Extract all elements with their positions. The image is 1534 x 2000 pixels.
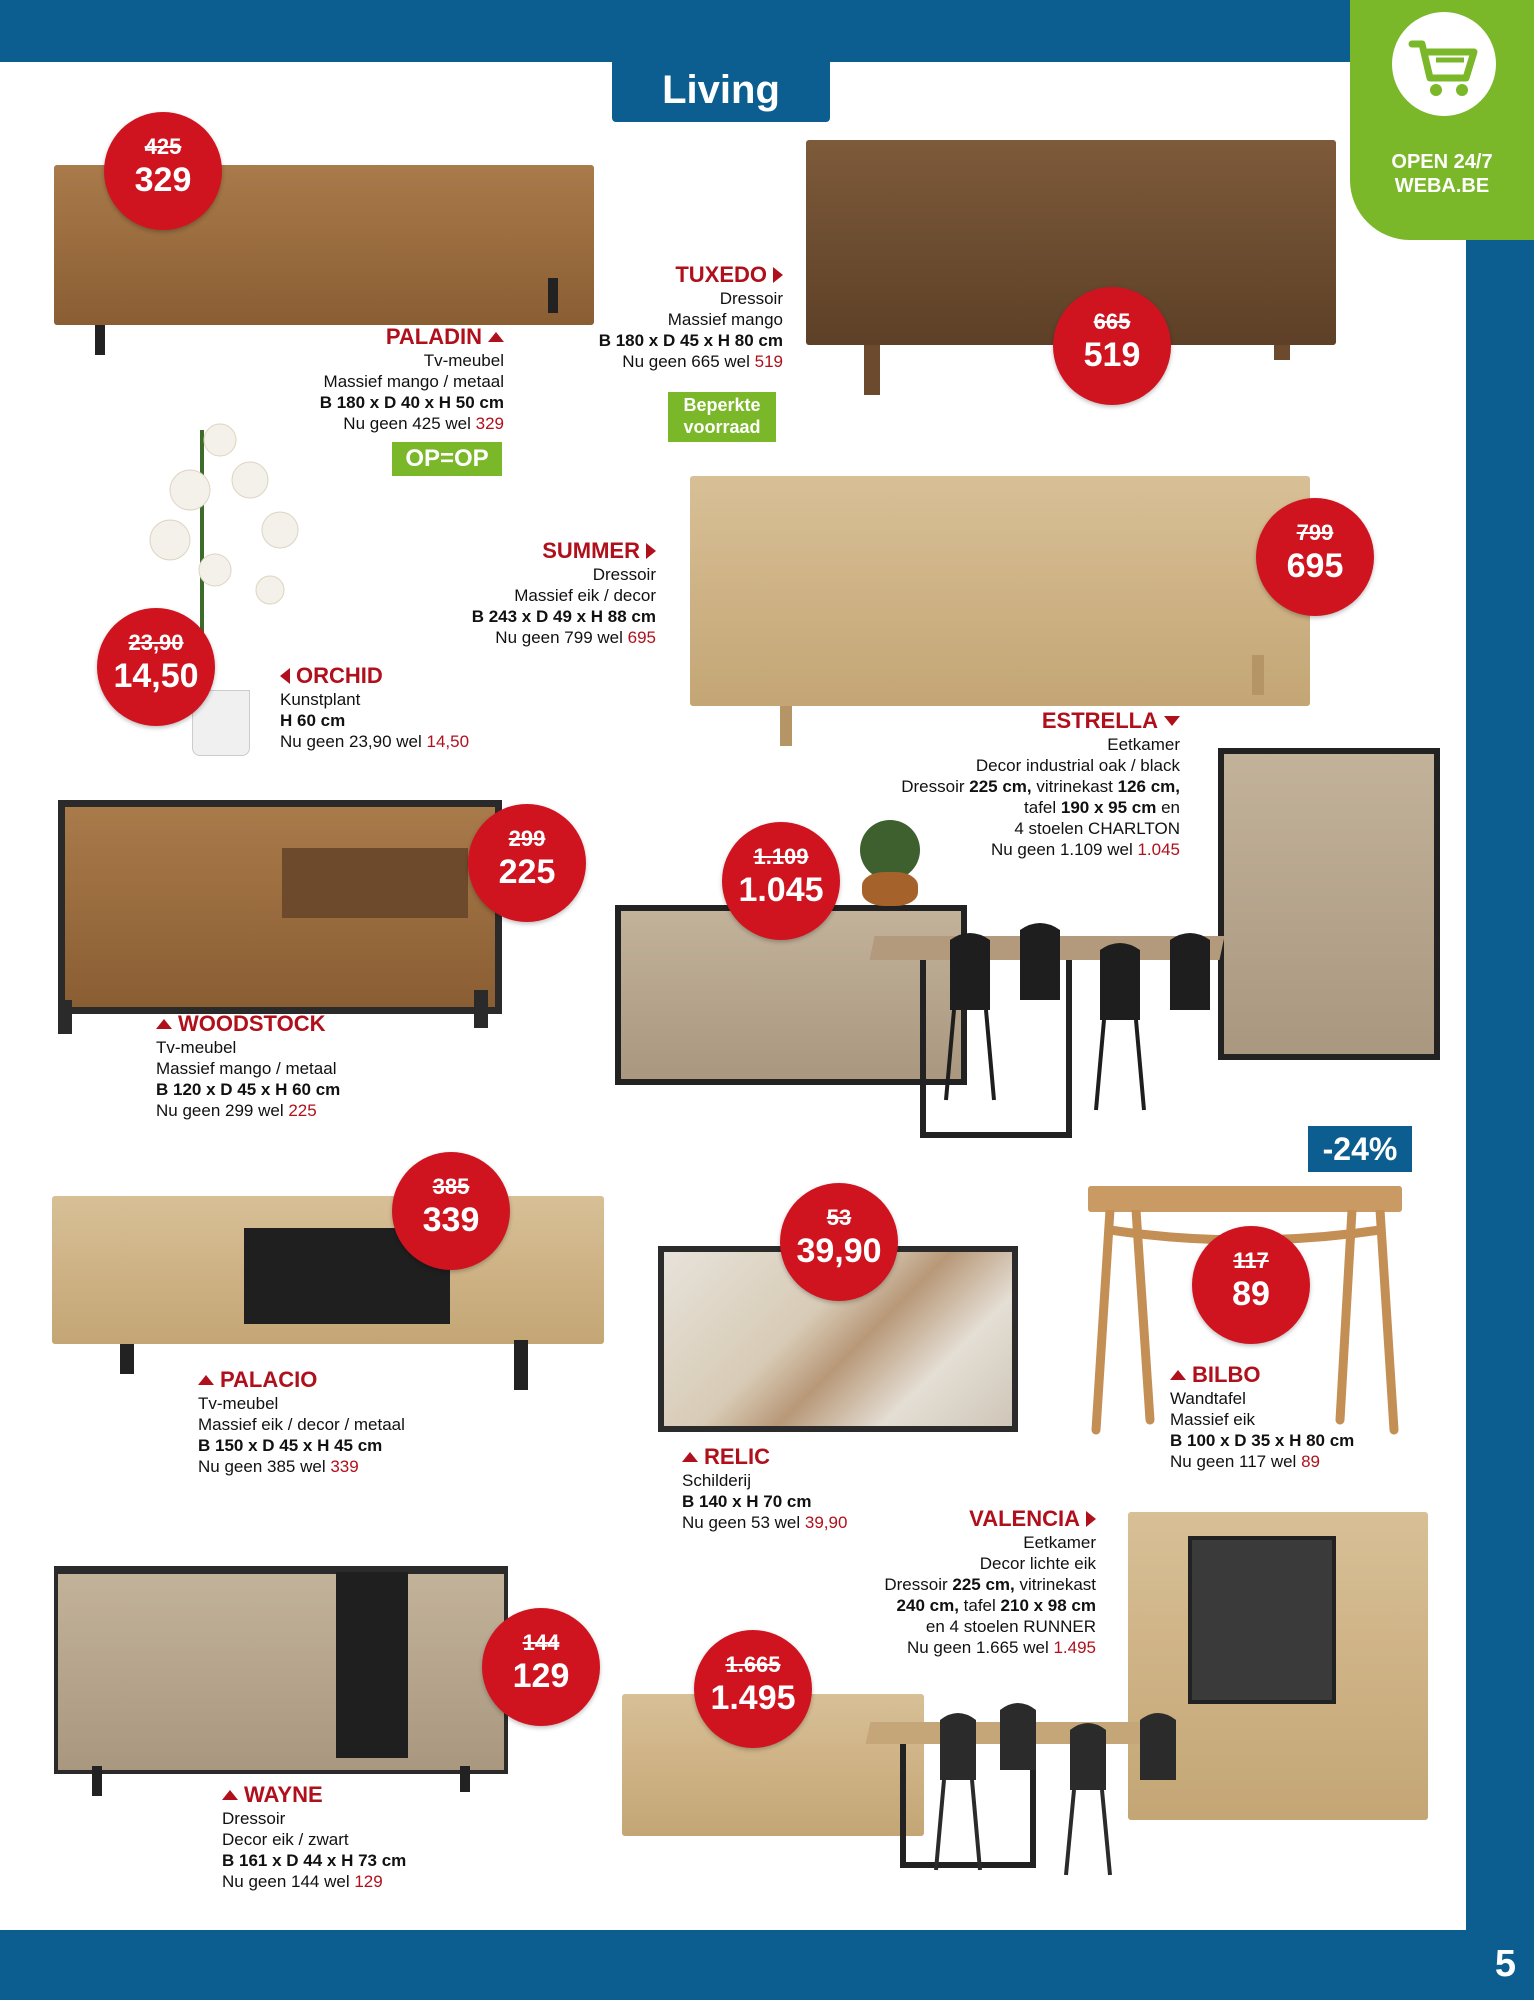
arrow-right-icon	[773, 267, 783, 283]
wayne-leg	[92, 1766, 102, 1796]
product-type: Dressoir	[222, 1809, 286, 1828]
product-dims: B 140 x H 70 cm	[682, 1492, 812, 1511]
limited-stock-tag: Beperkte voorraad	[668, 392, 776, 442]
paladin-info	[250, 324, 504, 434]
arrow-up-icon	[222, 1790, 238, 1800]
woodstock-shelf	[282, 848, 468, 918]
woodstock-leg	[474, 990, 488, 1028]
product-material: Decor eik / zwart	[222, 1830, 349, 1849]
arrow-left-icon	[280, 668, 290, 684]
price-old: 425	[144, 134, 182, 159]
product-type: Kunstplant	[280, 690, 361, 709]
price-old: 299	[508, 826, 546, 851]
relic-price-badge	[780, 1183, 898, 1301]
price-old: 1.109	[753, 844, 809, 869]
plant-decor	[860, 820, 920, 880]
shop-badge-line2: WEBA.BE	[1394, 175, 1490, 197]
product-price-text: Nu geen 144 wel 129	[222, 1872, 383, 1891]
product-type: Wandtafel	[1170, 1389, 1246, 1408]
tuxedo-info	[560, 262, 783, 372]
product-type: Tv-meubel	[156, 1038, 237, 1057]
bilbo-price-badge	[1192, 1226, 1310, 1344]
product-material: Massief mango	[667, 310, 783, 329]
product-spec-line3: 4 stoelen CHARLTON	[1014, 819, 1180, 838]
arrow-up-icon	[156, 1019, 172, 1029]
orchid-info	[280, 663, 500, 752]
product-price-text: Nu geen 665 wel 519	[622, 352, 783, 371]
top-bar	[0, 0, 1534, 62]
product-material: Decor lichte eik	[979, 1554, 1096, 1573]
product-dims: B 150 x D 45 x H 45 cm	[198, 1436, 383, 1455]
product-price-text: Nu geen 385 wel 339	[198, 1457, 359, 1476]
product-spec-line3: en 4 stoelen RUNNER	[925, 1617, 1096, 1636]
op-op-tag: OP=OP	[392, 442, 502, 476]
palacio-price-badge	[392, 1152, 510, 1270]
product-name[interactable]: PALADIN	[386, 324, 504, 350]
page-number: 5	[1494, 1943, 1516, 1985]
summer-image	[690, 476, 1310, 706]
product-name[interactable]: TUXEDO	[675, 262, 783, 288]
price-new: 695	[1286, 547, 1344, 585]
valencia-vitrine	[1188, 1536, 1336, 1704]
section-title: Living	[612, 62, 830, 122]
bilbo-info	[1170, 1362, 1390, 1472]
product-name[interactable]: WAYNE	[222, 1782, 323, 1808]
valencia-chairs	[920, 1700, 1220, 1880]
price-new: 89	[1232, 1275, 1270, 1313]
tuxedo-price-badge	[1053, 287, 1171, 405]
plant-pot	[862, 872, 918, 906]
product-type: Eetkamer	[1107, 735, 1180, 754]
price-new: 1.045	[738, 871, 824, 909]
discount-tag: -24%	[1308, 1126, 1412, 1172]
price-old: 53	[826, 1205, 852, 1230]
arrow-up-icon	[1170, 1370, 1186, 1380]
price-new: 1.495	[710, 1679, 796, 1717]
product-price-text: Nu geen 799 wel 695	[495, 628, 656, 647]
product-name[interactable]: PALACIO	[198, 1367, 317, 1393]
product-type: Schilderij	[682, 1471, 751, 1490]
product-dims: B 100 x D 35 x H 80 cm	[1170, 1431, 1355, 1450]
tuxedo-leg	[1274, 345, 1290, 360]
product-dims: B 180 x D 45 x H 80 cm	[598, 331, 783, 350]
product-material: Massief eik	[1170, 1410, 1256, 1429]
product-type: Tv-meubel	[198, 1394, 279, 1413]
product-name[interactable]: WOODSTOCK	[156, 1011, 325, 1037]
price-new: 329	[134, 161, 192, 199]
estrella-cabinet-image	[1218, 748, 1440, 1060]
estrella-price-badge	[722, 822, 840, 940]
product-spec-line1: Dressoir 225 cm, vitrinekast 126 cm,	[901, 777, 1180, 796]
product-name[interactable]: BILBO	[1170, 1362, 1260, 1388]
arrow-up-icon	[488, 332, 504, 342]
product-price-text: Nu geen 1.109 wel 1.045	[990, 840, 1180, 859]
price-new: 129	[512, 1657, 570, 1695]
bottom-bar	[0, 1930, 1534, 2000]
summer-price-badge	[1256, 498, 1374, 616]
right-bar	[1466, 0, 1534, 2000]
product-type: Eetkamer	[1023, 1533, 1096, 1552]
palacio-leg	[514, 1340, 528, 1390]
product-name[interactable]: RELIC	[682, 1444, 770, 1470]
product-material: Massief eik / decor / metaal	[198, 1415, 405, 1434]
arrow-up-icon	[682, 1452, 698, 1462]
price-new: 519	[1083, 336, 1141, 374]
bilbo-table-top	[1088, 1186, 1402, 1212]
price-new: 39,90	[796, 1232, 882, 1270]
estrella-chairs	[910, 920, 1230, 1120]
product-price-text: Nu geen 1.665 wel 1.495	[906, 1638, 1096, 1657]
product-material: Massief mango / metaal	[323, 372, 504, 391]
product-spec-line2: tafel 190 x 95 cm en	[1024, 798, 1180, 817]
product-name[interactable]: VALENCIA	[969, 1506, 1096, 1532]
product-material: Decor industrial oak / black	[975, 756, 1180, 775]
wayne-price-badge	[482, 1608, 600, 1726]
product-dims: B 180 x D 40 x H 50 cm	[319, 393, 504, 412]
product-price-text: Nu geen 299 wel 225	[156, 1101, 317, 1120]
shop-badge[interactable]	[1350, 0, 1534, 240]
product-spec-line2: 240 cm, tafel 210 x 98 cm	[896, 1596, 1096, 1615]
arrow-right-icon	[1086, 1511, 1096, 1527]
product-dims: B 243 x D 49 x H 88 cm	[471, 607, 656, 626]
product-dims: B 120 x D 45 x H 60 cm	[156, 1080, 341, 1099]
palacio-leg	[120, 1344, 134, 1374]
price-old: 799	[1296, 520, 1334, 545]
shopping-cart-icon	[1390, 10, 1498, 118]
orchid-price-badge	[97, 608, 215, 726]
product-material: Massief eik / decor	[514, 586, 656, 605]
product-price-text: Nu geen 53 wel 39,90	[682, 1513, 848, 1532]
summer-info	[420, 538, 656, 648]
arrow-up-icon	[198, 1375, 214, 1385]
arrow-right-icon	[646, 543, 656, 559]
product-dims: H 60 cm	[280, 711, 346, 730]
product-price-text: Nu geen 23,90 wel 14,50	[280, 732, 470, 751]
product-name[interactable]: ORCHID	[280, 663, 383, 689]
woodstock-info	[156, 1011, 416, 1121]
product-material: Massief mango / metaal	[156, 1059, 337, 1078]
paladin-price-badge	[104, 112, 222, 230]
product-type: Tv-meubel	[423, 351, 504, 370]
valencia-price-badge	[694, 1630, 812, 1748]
product-spec-line1: Dressoir 225 cm, vitrinekast	[884, 1575, 1096, 1594]
product-name[interactable]: ESTRELLA	[1042, 708, 1180, 734]
wayne-open-shelf	[336, 1572, 408, 1758]
price-old: 385	[432, 1174, 470, 1199]
palacio-info	[198, 1367, 458, 1477]
product-price-text: Nu geen 425 wel 329	[343, 414, 504, 433]
wayne-image	[54, 1566, 508, 1774]
price-new: 225	[498, 853, 556, 891]
summer-leg	[780, 706, 792, 746]
price-old: 23,90	[128, 630, 184, 655]
woodstock-leg	[58, 1000, 72, 1034]
summer-leg	[1252, 655, 1264, 695]
price-old: 1.665	[725, 1652, 781, 1677]
wayne-info	[222, 1782, 462, 1892]
arrow-down-icon	[1164, 716, 1180, 726]
woodstock-price-badge	[468, 804, 586, 922]
valencia-info	[800, 1506, 1096, 1658]
price-new: 14,50	[113, 657, 199, 695]
product-price-text: Nu geen 117 wel 89	[1170, 1452, 1320, 1471]
product-name[interactable]: SUMMER	[542, 538, 656, 564]
product-dims: B 161 x D 44 x H 73 cm	[222, 1851, 407, 1870]
paladin-leg	[548, 278, 558, 313]
shop-badge-line1: OPEN 24/7	[1391, 151, 1493, 173]
price-old: 117	[1233, 1248, 1269, 1273]
price-new: 339	[422, 1201, 480, 1239]
product-type: Dressoir	[719, 289, 783, 308]
price-old: 144	[522, 1630, 560, 1655]
product-type: Dressoir	[592, 565, 656, 584]
paladin-leg	[95, 325, 105, 355]
tuxedo-leg	[864, 345, 880, 395]
price-old: 665	[1093, 309, 1131, 334]
